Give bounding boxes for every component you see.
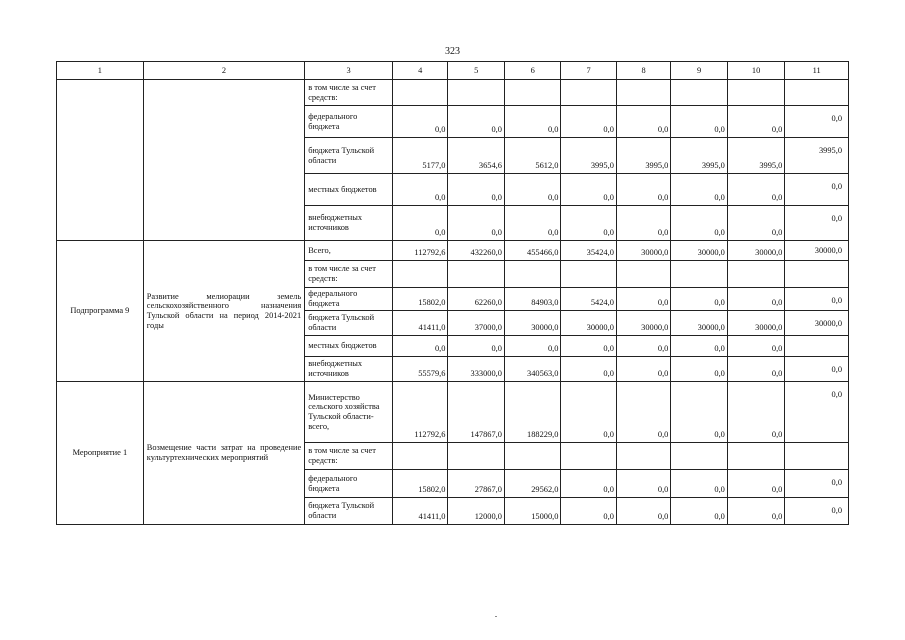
value-cell-col4 [392, 80, 447, 106]
value-cell-col4: 5177,0 [392, 138, 447, 174]
funding-source-label: местных бюджетов [305, 336, 393, 357]
value-cell-col7: 30000,0 [561, 311, 616, 336]
value-cell-col5: 0,0 [448, 206, 504, 241]
column-header-3: 3 [305, 62, 393, 80]
value-cell-col10: 0,0 [727, 106, 785, 138]
value-cell-col9: 0,0 [671, 470, 727, 498]
value-cell-col9: 0,0 [671, 498, 727, 525]
funding-source-label: федерального бюджета [305, 106, 393, 138]
value-cell-col11: 0,0 [785, 174, 849, 206]
value-cell-col8: 0,0 [616, 206, 670, 241]
value-cell-col6: 84903,0 [504, 288, 560, 311]
column-header-1: 1 [57, 62, 144, 80]
value-cell-col9: 0,0 [671, 174, 727, 206]
value-cell-col8 [616, 261, 670, 288]
value-cell-col5: 0,0 [448, 106, 504, 138]
value-cell-col9: 0,0 [671, 206, 727, 241]
table-row [57, 241, 849, 261]
funding-source-label: в том числе за счет средств: [305, 261, 393, 288]
value-cell-col11: 30000,0 [785, 241, 849, 261]
value-cell-col5 [448, 443, 504, 470]
value-cell-col6 [504, 261, 560, 288]
value-cell-col9: 0,0 [671, 288, 727, 311]
value-cell-col9 [671, 261, 727, 288]
program-name-cell: Подпрограмма 9 [57, 241, 144, 382]
program-description-cell: Развитие мелиорации земель сельскохозяйственного назначения Тульской области на период 2014-2021 годы [143, 241, 304, 382]
value-cell-col9: 0,0 [671, 357, 727, 382]
value-cell-col5: 62260,0 [448, 288, 504, 311]
value-cell-col7 [561, 261, 616, 288]
value-cell-col4 [392, 443, 447, 470]
value-cell-col6: 30000,0 [504, 311, 560, 336]
funding-source-label: бюджета Тульской области [305, 138, 393, 174]
value-cell-col9: 0,0 [671, 336, 727, 357]
value-cell-col8: 0,0 [616, 470, 670, 498]
column-header-9: 9 [671, 62, 727, 80]
value-cell-col8: 3995,0 [616, 138, 670, 174]
value-cell-col10 [727, 443, 785, 470]
value-cell-col6: 455466,0 [504, 241, 560, 261]
value-cell-col4: 0,0 [392, 206, 447, 241]
value-cell-col6: 5612,0 [504, 138, 560, 174]
column-header-5: 5 [448, 62, 504, 80]
value-cell-col10: 0,0 [727, 206, 785, 241]
column-header-6: 6 [504, 62, 560, 80]
column-header-11: 11 [785, 62, 849, 80]
value-cell-col4: 0,0 [392, 106, 447, 138]
value-cell-col11 [785, 443, 849, 470]
value-cell-col5: 3654,6 [448, 138, 504, 174]
value-cell-col5: 0,0 [448, 174, 504, 206]
value-cell-col8: 0,0 [616, 106, 670, 138]
funding-source-label: Всего, [305, 241, 393, 261]
funding-source-label: бюджета Тульской области [305, 498, 393, 525]
value-cell-col8 [616, 443, 670, 470]
value-cell-col4: 112792,6 [392, 382, 447, 443]
value-cell-col8: 0,0 [616, 288, 670, 311]
header-row [57, 62, 849, 80]
value-cell-col5 [448, 80, 504, 106]
value-cell-col9: 3995,0 [671, 138, 727, 174]
value-cell-col8: 30000,0 [616, 241, 670, 261]
program-name-cell: Мероприятие 1 [57, 382, 144, 525]
value-cell-col6: 0,0 [504, 106, 560, 138]
column-header-8: 8 [616, 62, 670, 80]
scan-speck [495, 616, 497, 617]
value-cell-col11: 0,0 [785, 357, 849, 382]
value-cell-col8: 0,0 [616, 357, 670, 382]
value-cell-col6: 29562,0 [504, 470, 560, 498]
value-cell-col6: 0,0 [504, 336, 560, 357]
value-cell-col4: 15802,0 [392, 288, 447, 311]
value-cell-col4 [392, 261, 447, 288]
value-cell-col9 [671, 443, 727, 470]
value-cell-col6: 0,0 [504, 174, 560, 206]
column-header-7: 7 [561, 62, 616, 80]
value-cell-col8: 0,0 [616, 174, 670, 206]
budget-table [56, 61, 849, 525]
value-cell-col6: 188229,0 [504, 382, 560, 443]
value-cell-col9: 0,0 [671, 382, 727, 443]
value-cell-col4: 41411,0 [392, 311, 447, 336]
value-cell-col11: 0,0 [785, 206, 849, 241]
value-cell-col9: 30000,0 [671, 311, 727, 336]
value-cell-col6: 0,0 [504, 206, 560, 241]
table-row [57, 80, 849, 106]
funding-source-label: бюджета Тульской области [305, 311, 393, 336]
value-cell-col5: 333000,0 [448, 357, 504, 382]
value-cell-col5: 147867,0 [448, 382, 504, 443]
value-cell-col10: 0,0 [727, 357, 785, 382]
funding-source-label: федерального бюджета [305, 288, 393, 311]
value-cell-col7: 0,0 [561, 498, 616, 525]
program-description-cell: Возмещение части затрат на проведение культуртехнических мероприятий [143, 382, 304, 525]
value-cell-col7: 0,0 [561, 470, 616, 498]
page-number: 323 [445, 46, 460, 57]
value-cell-col6: 340563,0 [504, 357, 560, 382]
value-cell-col8: 0,0 [616, 382, 670, 443]
value-cell-col4: 15802,0 [392, 470, 447, 498]
value-cell-col6 [504, 443, 560, 470]
value-cell-col7: 0,0 [561, 357, 616, 382]
value-cell-col8: 0,0 [616, 498, 670, 525]
value-cell-col10 [727, 261, 785, 288]
value-cell-col9 [671, 80, 727, 106]
funding-source-label: Министерство сельского хозяйства Тульской области-всего, [305, 382, 393, 443]
value-cell-col7: 0,0 [561, 106, 616, 138]
value-cell-col5: 37000,0 [448, 311, 504, 336]
value-cell-col7: 35424,0 [561, 241, 616, 261]
value-cell-col8: 0,0 [616, 336, 670, 357]
value-cell-col7 [561, 443, 616, 470]
value-cell-col7 [561, 80, 616, 106]
value-cell-col5 [448, 261, 504, 288]
value-cell-col11: 30000,0 [785, 311, 849, 336]
value-cell-col7: 5424,0 [561, 288, 616, 311]
value-cell-col11: 0,0 [785, 106, 849, 138]
funding-source-label: внебюджетных источников [305, 206, 393, 241]
funding-source-label: в том числе за счет средств: [305, 443, 393, 470]
value-cell-col9: 0,0 [671, 106, 727, 138]
value-cell-col4: 0,0 [392, 336, 447, 357]
value-cell-col6 [504, 80, 560, 106]
value-cell-col7: 0,0 [561, 174, 616, 206]
value-cell-col11: 0,0 [785, 498, 849, 525]
value-cell-col7: 0,0 [561, 336, 616, 357]
value-cell-col10: 30000,0 [727, 311, 785, 336]
value-cell-col8 [616, 80, 670, 106]
value-cell-col8: 30000,0 [616, 311, 670, 336]
value-cell-col10: 0,0 [727, 470, 785, 498]
value-cell-col9: 30000,0 [671, 241, 727, 261]
value-cell-col4: 41411,0 [392, 498, 447, 525]
value-cell-col10: 30000,0 [727, 241, 785, 261]
value-cell-col10: 0,0 [727, 174, 785, 206]
table-row [57, 382, 849, 443]
program-description-cell [143, 80, 304, 241]
value-cell-col4: 55579,6 [392, 357, 447, 382]
funding-source-label: местных бюджетов [305, 174, 393, 206]
program-name-cell [57, 80, 144, 241]
value-cell-col11: 0,0 [785, 470, 849, 498]
value-cell-col6: 15000,0 [504, 498, 560, 525]
value-cell-col4: 112792,6 [392, 241, 447, 261]
column-header-10: 10 [727, 62, 785, 80]
value-cell-col11 [785, 261, 849, 288]
value-cell-col5: 12000,0 [448, 498, 504, 525]
value-cell-col10: 0,0 [727, 382, 785, 443]
value-cell-col11: 0,0 [785, 288, 849, 311]
column-header-4: 4 [392, 62, 447, 80]
value-cell-col10: 0,0 [727, 336, 785, 357]
value-cell-col4: 0,0 [392, 174, 447, 206]
funding-source-label: внебюджетных источников [305, 357, 393, 382]
value-cell-col11 [785, 80, 849, 106]
value-cell-col11: 3995,0 [785, 138, 849, 174]
value-cell-col10: 3995,0 [727, 138, 785, 174]
value-cell-col7: 3995,0 [561, 138, 616, 174]
value-cell-col10: 0,0 [727, 288, 785, 311]
value-cell-col7: 0,0 [561, 206, 616, 241]
value-cell-col10 [727, 80, 785, 106]
value-cell-col5: 0,0 [448, 336, 504, 357]
value-cell-col10: 0,0 [727, 498, 785, 525]
value-cell-col5: 27867,0 [448, 470, 504, 498]
column-header-2: 2 [143, 62, 304, 80]
value-cell-col5: 432260,0 [448, 241, 504, 261]
value-cell-col11 [785, 336, 849, 357]
funding-source-label: федерального бюджета [305, 470, 393, 498]
value-cell-col11: 0,0 [785, 382, 849, 443]
funding-source-label: в том числе за счет средств: [305, 80, 393, 106]
value-cell-col7: 0,0 [561, 382, 616, 443]
